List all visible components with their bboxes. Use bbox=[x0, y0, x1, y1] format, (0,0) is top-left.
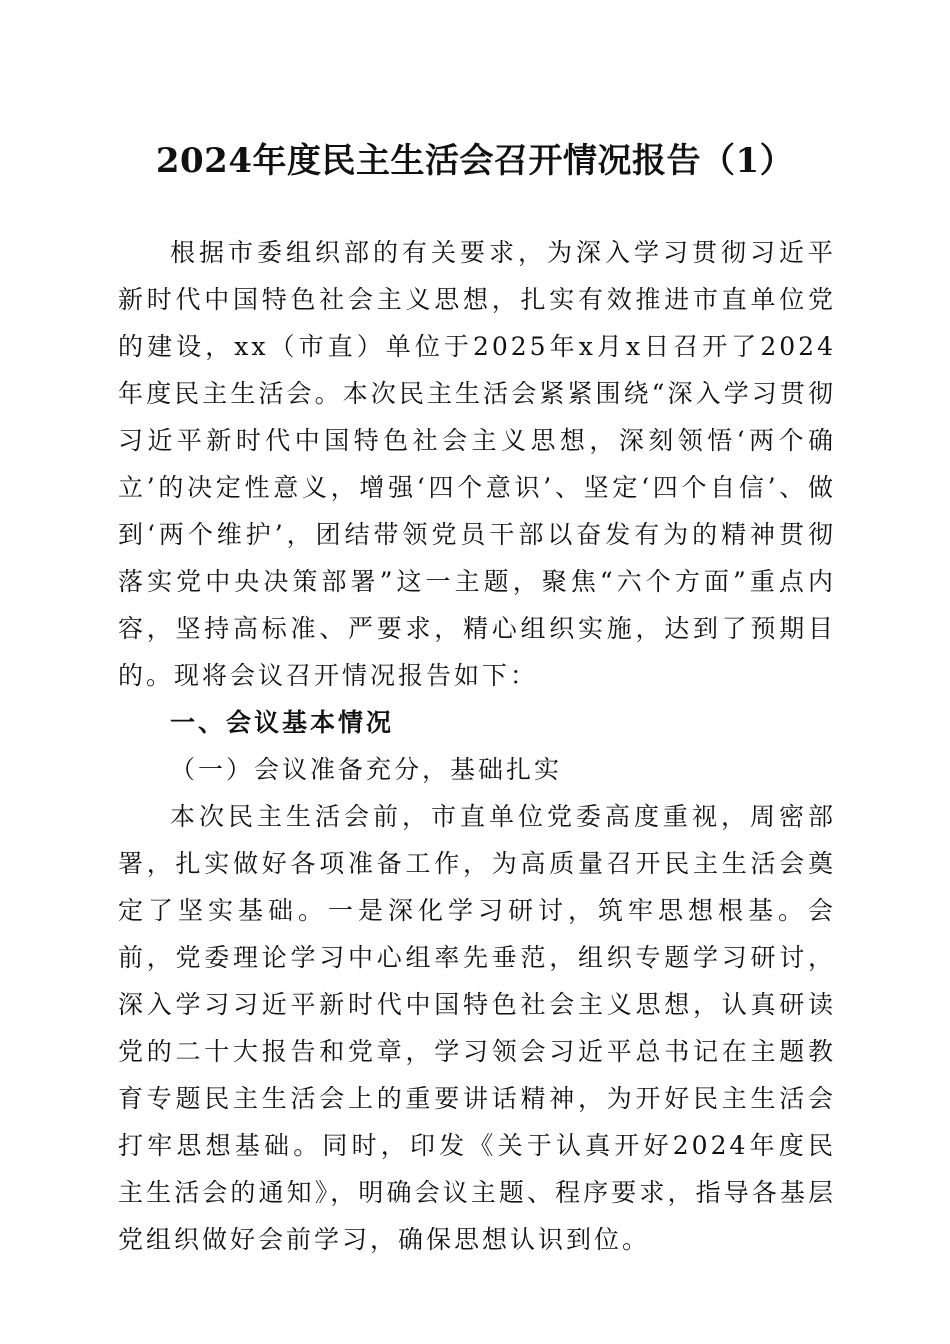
intro-paragraph: 根据市委组织部的有关要求，为深入学习贯彻习近平新时代中国特色社会主义思想，扎实有效推进市直单位党的建设，xx（市直）单位于2025年x月x日召开了2024年度民主生活会。本次民主生活会紧紧围绕“深入学习贯彻习近平新时代中国特色社会主义思想，深刻领悟‘两个确立’的决定性意义，增强‘四个意识’、坚定‘四个自信’、做到‘两个维护’，团结带领党员干部以奋发有为的精神贯彻落实党中央决策部署”这一主题，聚焦“六个方面”重点内容，坚持高标准、严要求，精心组织实施，达到了预期目的。现将会议召开情况报告如下： bbox=[118, 238, 836, 690]
subsection-heading: （一）会议准备充分，基础扎实 bbox=[170, 755, 563, 784]
section-heading: 一、会议基本情况 bbox=[170, 708, 395, 737]
document-title: 2024年度民主生活会召开情况报告（1） bbox=[155, 141, 795, 181]
subsection-paragraph: 本次民主生活会前，市直单位党委高度重视，周密部署，扎实做好各项准备工作，为高质量召开民主生活会奠定了坚实基础。一是深化学习研讨，筑牢思想根基。会前，党委理论学习中心组率先垂范，组织专题学习研讨，深入学习习近平新时代中国特色社会主义思想，认真研读党的二十大报告和党章，学习领会习近平总书记在主题教育专题民主生活会上的重要讲话精神，为开好民主生活会打牢思想基础。同时，印发《关于认真开好2024年度民主生活会的通知》，明确会议主题、程序要求，指导各基层党组织做好会前学习，确保思想认识到位。 bbox=[118, 802, 836, 1254]
document-body bbox=[118, 229, 836, 1263]
